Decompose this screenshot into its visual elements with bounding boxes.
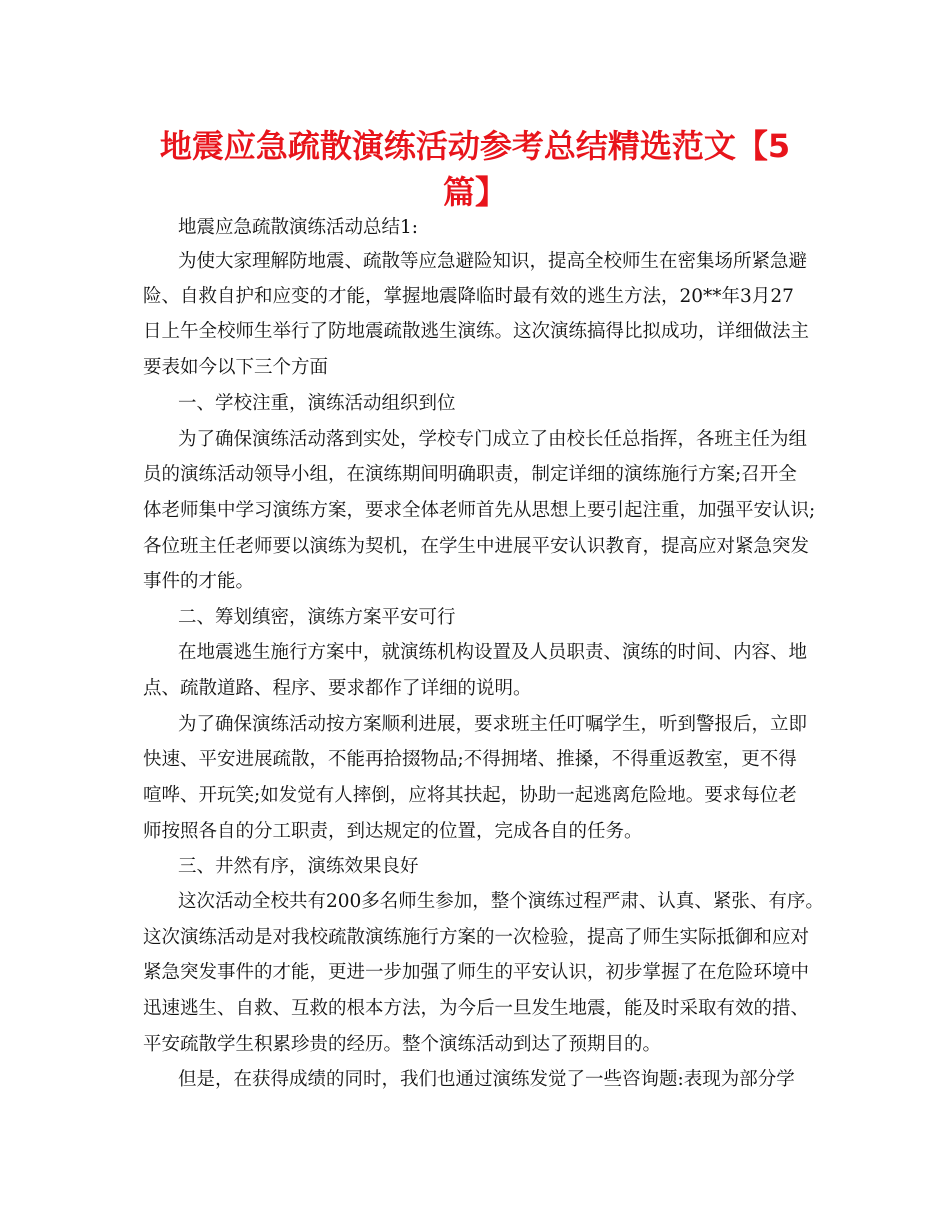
- paragraph-line: 快速、平安进展疏散，不能再拾掇物品;不得拥堵、推搡，不得重返教室，更不得: [143, 749, 797, 770]
- paragraph-line: 为了确保演练活动落到实处，学校专门成立了由校长任总指挥，各班主任为组: [178, 429, 808, 450]
- paragraph-line: 各位班主任老师要以演练为契机，在学生中进展平安认识教育，提高应对紧急突发: [143, 536, 810, 557]
- paragraph-line: 在地震逃生施行方案中，就演练机构设置及人员职责、演练的时间、内容、地: [178, 642, 808, 663]
- paragraph-line: 这次演练活动是对我校疏散演练施行方案的一次检验，提高了师生实际抵御和应对: [143, 927, 810, 948]
- paragraph-line: 为了确保演练活动按方案顺利进展，要求班主任叮嘱学生，听到警报后，立即: [178, 714, 808, 735]
- section-heading: 一、学校注重，演练活动组织到位: [178, 393, 456, 414]
- paragraph-line: 平安疏散学生积累珍贵的经历。整个演练活动到达了预期目的。: [143, 1034, 662, 1055]
- paragraph-line: 但是，在获得成绩的同时，我们也通过演练发觉了一些咨询题:表现为部分学: [178, 1069, 795, 1090]
- paragraph-line: 员的演练活动领导小组，在演练期间明确职责，制定详细的演练施行方案;召开全: [143, 464, 797, 485]
- paragraph-line: 日上午全校师生举行了防地震疏散逃生演练。这次演练搞得比拟成功，详细做法主: [143, 321, 810, 342]
- document-title-line-1: 地震应急疏散演练活动参考总结精选范文【5: [159, 127, 791, 165]
- document-title-line-2: 篇】: [442, 173, 507, 211]
- paragraph-line: 事件的才能。: [143, 571, 255, 592]
- paragraph-line: 为使大家理解防地震、疏散等应急避险知识，提高全校师生在密集场所紧急避: [178, 251, 808, 272]
- paragraph-line: 喧哗、开玩笑;如发觉有人摔倒，应将其扶起，协助一起逃离危险地。要求每位老: [143, 785, 797, 806]
- section-subtitle: 地震应急疏散演练活动总结1:: [178, 217, 419, 238]
- section-heading: 三、井然有序，演练效果良好: [178, 856, 419, 877]
- paragraph-line: 师按照各自的分工职责，到达规定的位置，完成各自的任务。: [143, 821, 643, 842]
- section-heading: 二、筹划缜密，演练方案平安可行: [178, 607, 456, 628]
- paragraph-line: 要表如今以下三个方面: [143, 357, 329, 378]
- paragraph-line: 点、疏散道路、程序、要求都作了详细的说明。: [143, 678, 532, 699]
- paragraph-line: 迅速逃生、自救、互救的根本方法，为今后一旦发生地震，能及时采取有效的措、: [143, 998, 810, 1019]
- paragraph-line: 这次活动全校共有200多名师生参加，整个演练过程严肃、认真、紧张、有序。: [178, 891, 824, 912]
- paragraph-line: 体老师集中学习演练方案，要求全体老师首先从思想上要引起注重，加强平安认识;: [143, 500, 816, 521]
- paragraph-line: 险、自救自护和应变的才能，掌握地震降临时最有效的逃生方法，20**年3月27: [143, 286, 794, 307]
- paragraph-line: 紧急突发事件的才能，更进一步加强了师生的平安认识，初步掌握了在危险环境中: [143, 962, 810, 983]
